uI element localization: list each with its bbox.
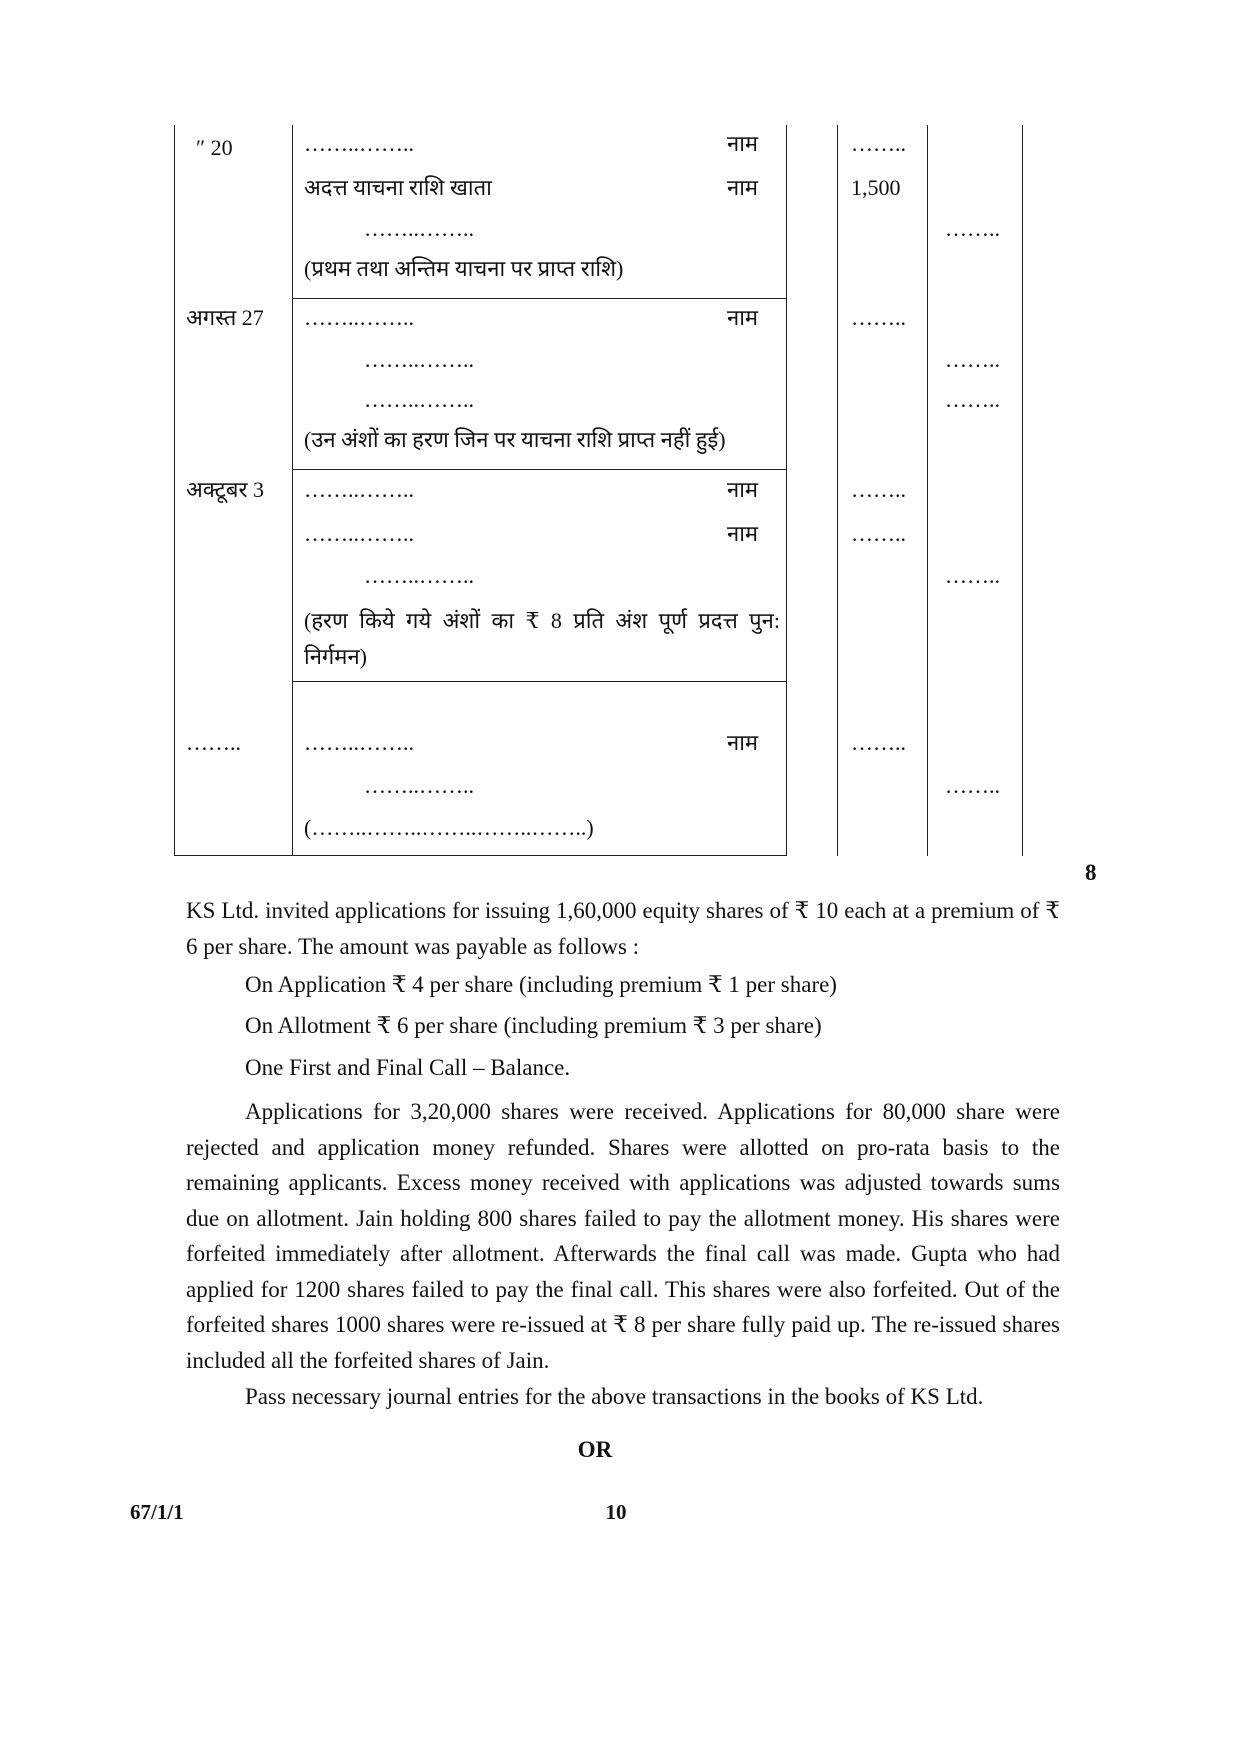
particular: ……..……..	[364, 347, 474, 372]
narration: (हरण किये गये अंशों का ₹ 8 प्रति अंश पूर्ण प्रदत्त पुन: निर्गमन)	[304, 608, 780, 669]
dr-label: नाम	[727, 477, 759, 502]
narration: (प्रथम तथा अन्तिम याचना पर प्राप्त राशि)	[304, 256, 624, 281]
particular: ……..……..	[364, 563, 474, 588]
table-right-border	[1022, 125, 1023, 856]
payment-term-item: On Application ₹ 4 per share (including premium ₹ 1 per share)	[245, 972, 837, 997]
particular: ……..……..	[364, 773, 474, 798]
particular: ……..……..	[364, 387, 474, 412]
entry-date: अगस्त 27	[186, 305, 264, 330]
table-left-border	[174, 125, 175, 856]
credit-amount: ……..	[945, 387, 1000, 412]
dr-label: नाम	[727, 131, 759, 156]
paper-code: 67/1/1	[130, 1500, 184, 1524]
debit-column-divider	[927, 125, 928, 856]
credit-amount: ……..	[945, 563, 1000, 588]
particular: ……..……..	[304, 477, 414, 502]
table-bottom-border	[174, 855, 787, 856]
narration: (उन अंशों का हरण जिन पर याचना राशि प्राप्त नहीं हुई)	[304, 427, 726, 452]
question-marks: 8	[1085, 860, 1097, 885]
page-number: 10	[605, 1500, 627, 1524]
debit-amount: ……..	[851, 477, 906, 502]
debit-amount: ……..	[851, 521, 906, 546]
debit-amount: ……..	[851, 730, 906, 755]
particular: ……..……..	[304, 131, 414, 156]
particulars-column-divider	[786, 125, 787, 856]
debit-amount: 1,500	[851, 175, 901, 200]
entry-date: अक्टूबर 3	[186, 477, 264, 502]
dr-label: नाम	[727, 730, 759, 755]
particular: ……..……..	[304, 730, 414, 755]
payment-term-item: On Allotment ₹ 6 per share (including premium ₹ 3 per share)	[245, 1013, 822, 1038]
date-column-divider	[292, 125, 293, 856]
particular: ……..……..	[364, 216, 474, 241]
row-divider	[292, 298, 787, 299]
dr-label: नाम	[727, 305, 759, 330]
dr-label: नाम	[727, 175, 759, 200]
particular: अदत्त याचना राशि खाता	[304, 175, 492, 200]
dr-label: नाम	[727, 521, 759, 546]
narration: (……..……..……..……..……..)	[304, 815, 594, 840]
debit-amount: ……..	[851, 131, 906, 156]
entry-date: ″ 20	[196, 135, 233, 160]
credit-amount: ……..	[945, 347, 1000, 372]
row-divider	[292, 469, 787, 470]
journal-table	[174, 125, 1023, 855]
entry-date: ……..	[186, 730, 241, 755]
question-intro: KS Ltd. invited applications for issuing 1,60,000 equity shares of ₹ 10 each at a premium of ₹ 6 per share. The amount was payable as follows :	[186, 898, 1060, 959]
or-separator: OR	[577, 1437, 613, 1462]
particular: ……..……..	[304, 305, 414, 330]
question-instruction: Pass necessary journal entries for the above transactions in the books of KS Ltd.	[245, 1384, 984, 1409]
credit-amount: ……..	[945, 216, 1000, 241]
payment-term-item: One First and Final Call – Balance.	[245, 1055, 571, 1080]
row-divider	[292, 681, 787, 682]
particular: ……..……..	[304, 521, 414, 546]
lf-column-divider	[837, 125, 838, 856]
debit-amount: ……..	[851, 305, 906, 330]
credit-amount: ……..	[945, 773, 1000, 798]
question-body: Applications for 3,20,000 shares were received. Applications for 80,000 share were rejected and application money refunded. Shares were allotted on pro-rata basis to the remaining applicants. Excess money received with applications was adjusted towards sums due on allotment. Jain holding 800 shares failed to pay the allotment money. His shares were forfeited immediately after allotment. Afterwards the final call was made. Gupta who had applied for 1200 shares failed to pay the final call. This shares were also forfeited. Out of the forfeited shares 1000 shares were re-issued at ₹ 8 per share fully paid up. The re-issued shares included all the forfeited shares of Jain.	[186, 1099, 1060, 1373]
